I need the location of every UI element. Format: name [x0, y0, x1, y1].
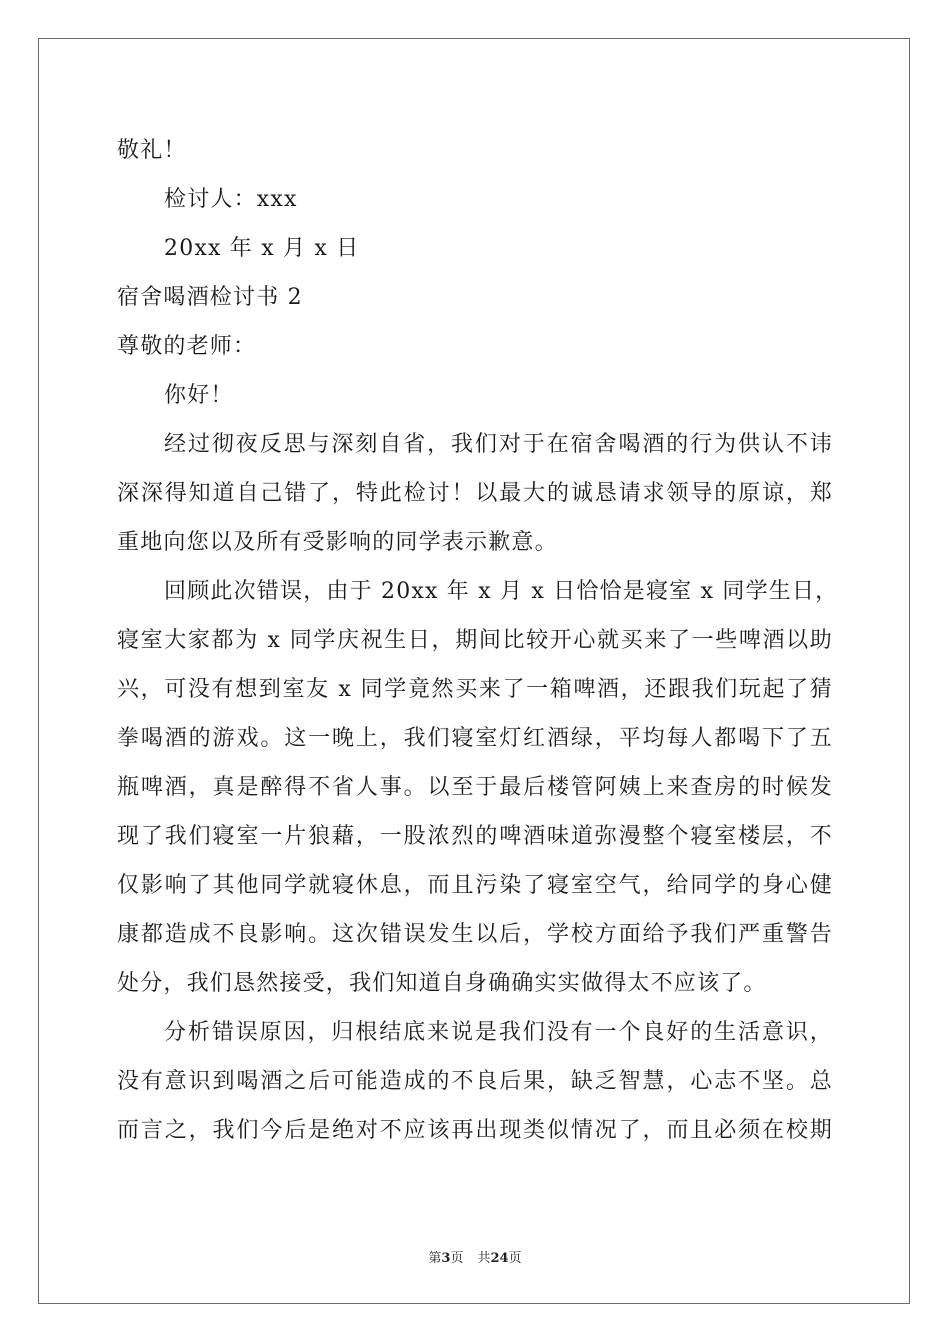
text-line: 仅影响了其他同学就寝休息，而且污染了寝室空气，给同学的身心健 [117, 873, 833, 898]
text-line: 瓶啤酒，真是醉得不省人事。以至于最后楼管阿姨上来查房的时候发 [117, 775, 833, 800]
text-line: 你好！ [164, 383, 234, 408]
text-line: 经过彻夜反思与深刻自省，我们对于在宿舍喝酒的行为供认不讳 [164, 432, 833, 457]
page-footer [0, 1247, 950, 1266]
text-line: 深深得知道自己错了，特此检讨！以最大的诚恳请求领导的原谅，郑 [117, 481, 833, 506]
text-line: 而言之，我们今后是绝对不应该再出现类似情况了，而且必须在校期 [117, 1118, 833, 1143]
total-pages: 24 [490, 1251, 509, 1266]
text-line: 重地向您以及所有受影响的同学表示歉意。 [117, 530, 558, 555]
text-line: 回顾此次错误，由于 20xx 年 x 月 x 日恰恰是寝室 x 同学生日， [164, 579, 839, 604]
text-line: 现了我们寝室一片狼藉，一股浓烈的啤酒味道弥漫整个寝室楼层，不 [117, 824, 833, 849]
text-line: 检讨人：xxx [164, 187, 298, 212]
text-line: 拳喝酒的游戏。这一晚上，我们寝室灯红酒绿，平均每人都喝下了五 [117, 726, 833, 751]
text-line: 处分，我们恳然接受，我们知道自身确确实实做得太不应该了。 [117, 971, 767, 996]
text-line: 分析错误原因，归根结底来说是我们没有一个良好的生活意识， [164, 1020, 833, 1045]
document-body [117, 126, 839, 1155]
page-suffix: 页 [450, 1251, 464, 1266]
text-line: 兴，可没有想到室友 x 同学竟然买来了一箱啤酒，还跟我们玩起了猜 [117, 677, 833, 702]
text-line: 20xx 年 x 月 x 日 [164, 236, 360, 261]
page-number: 3 [441, 1251, 451, 1266]
text-line: 尊敬的老师： [117, 334, 257, 359]
total-suffix: 页 [508, 1251, 522, 1266]
text-line: 没有意识到喝酒之后可能造成的不良后果，缺乏智慧，心志不坚。总 [117, 1069, 833, 1094]
text-line: 康都造成不良影响。这次错误发生以后，学校方面给予我们严重警告 [117, 922, 833, 947]
text-line: 寝室大家都为 x 同学庆祝生日，期间比较开心就买来了一些啤酒以助 [117, 628, 833, 653]
text-line: 宿舍喝酒检讨书 2 [117, 285, 303, 310]
total-prefix: 共 [477, 1251, 491, 1266]
text-line: 敬礼！ [117, 138, 187, 163]
page-prefix: 第 [428, 1251, 442, 1266]
